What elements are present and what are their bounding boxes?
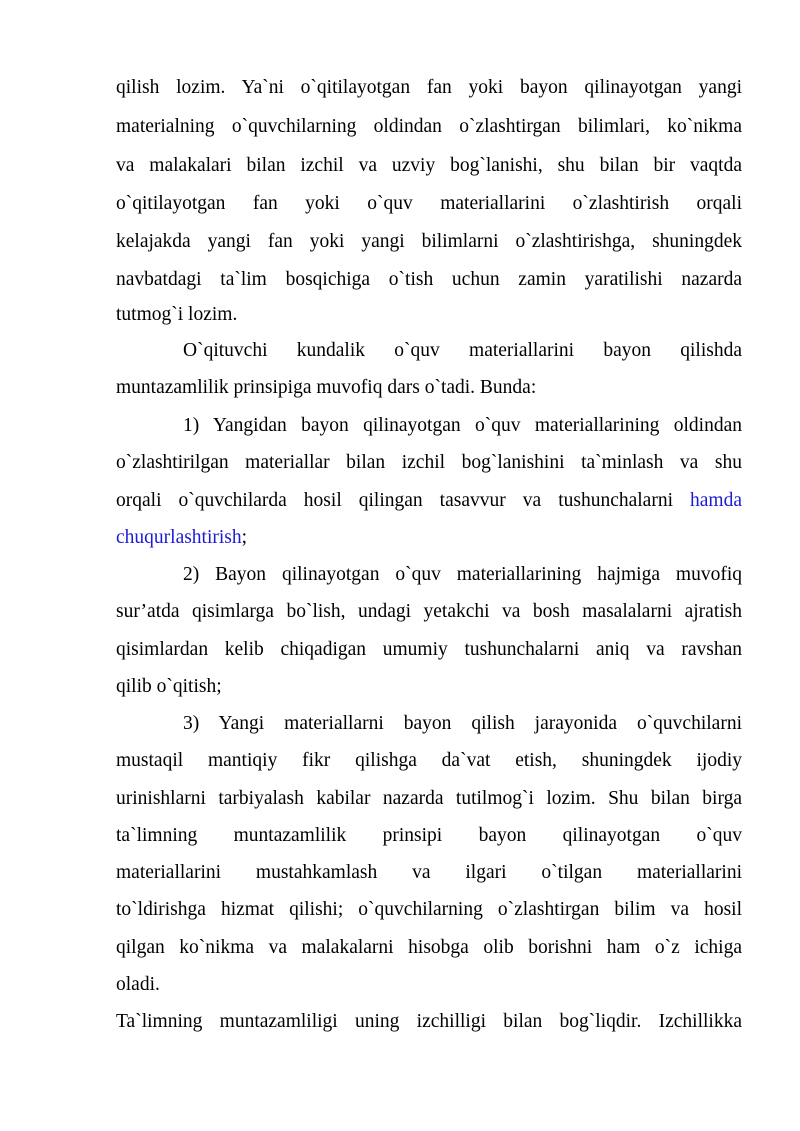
text-line: qilgan ko`nikma va malakalarni hisobga olib borishni ham o`z ichiga — [116, 937, 742, 958]
text-line-with-link — [116, 488, 742, 514]
text-line: mustaqil mantiqiy fikr qilishga da`vat etish, shuningdek ijodiy — [116, 750, 742, 771]
text-line: kelajakda yangi fan yoki yangi bilimlarni o`zlashtirishga, shuningdek — [116, 231, 742, 252]
text-line: urinishlarni tarbiyalash kabilar nazarda tutilmog`i lozim. Shu bilan birga — [116, 788, 742, 809]
text-segment: ; — [241, 527, 248, 548]
list-item-2-first-line: 2) Bayon qilinayotgan o`quv materiallarining hajmiga muvofiq — [183, 564, 742, 585]
text-line: qilib o`qitish; — [116, 676, 222, 697]
text-line: sur’atda qisimlarga bo`lish, undagi yetakchi va bosh masalalarni ajratish — [116, 601, 742, 622]
text-line: materialning o`quvchilarning oldindan o`zlashtirgan bilimlari, ko`nikma — [116, 116, 742, 137]
text-line: oladi. — [116, 974, 160, 995]
text-line: o`zlashtirilgan materiallar bilan izchil bog`lanishini ta`minlash va shu — [116, 452, 742, 473]
text-segment: orqali o`quvchilarda hosil qilingan tasavvur va tushunchalarni — [116, 490, 673, 511]
text-line-with-link — [116, 525, 742, 551]
text-line: o`qitilayotgan fan yoki o`quv materiallarini o`zlashtirish orqali — [116, 193, 742, 214]
text-line: to`ldirishga hizmat qilishi; o`quvchilarning o`zlashtirgan bilim va hosil — [116, 899, 742, 920]
text-line: va malakalari bilan izchil va uzviy bog`lanishi, shu bilan bir vaqtda — [116, 155, 742, 176]
text-line: navbatdagi ta`lim bosqichiga o`tish uchun zamin yaratilishi nazarda — [116, 269, 742, 290]
text-line: qilish lozim. Ya`ni o`qitilayotgan fan yoki bayon qilinayotgan yangi — [116, 77, 742, 98]
list-item-3-first-line: 3) Yangi materiallarni bayon qilish jarayonida o`quvchilarni — [183, 713, 742, 734]
list-item-1-first-line: 1) Yangidan bayon qilinayotgan o`quv materiallarining oldindan — [183, 415, 742, 436]
text-line: Ta`limning muntazamliligi uning izchilligi bilan bog`liqdir. Izchillikka — [116, 1011, 742, 1032]
paragraph-first-line: O`qituvchi kundalik o`quv materiallarini bayon qilishda — [183, 340, 742, 361]
link-chuqurlashtirish[interactable]: chuqurlashtirish — [116, 527, 242, 548]
text-line: tutmog`i lozim. — [116, 304, 238, 325]
text-line: materiallarini mustahkamlash va ilgari o`tilgan materiallarini — [116, 862, 742, 883]
text-line: qisimlardan kelib chiqadigan umumiy tushunchalarni aniq va ravshan — [116, 639, 742, 660]
text-line: muntazamlilik prinsipiga muvofiq dars o`tadi. Bunda: — [116, 377, 537, 398]
link-hamda[interactable]: hamda — [690, 490, 743, 511]
text-line: ta`limning muntazamlilik prinsipi bayon qilinayotgan o`quv — [116, 825, 742, 846]
